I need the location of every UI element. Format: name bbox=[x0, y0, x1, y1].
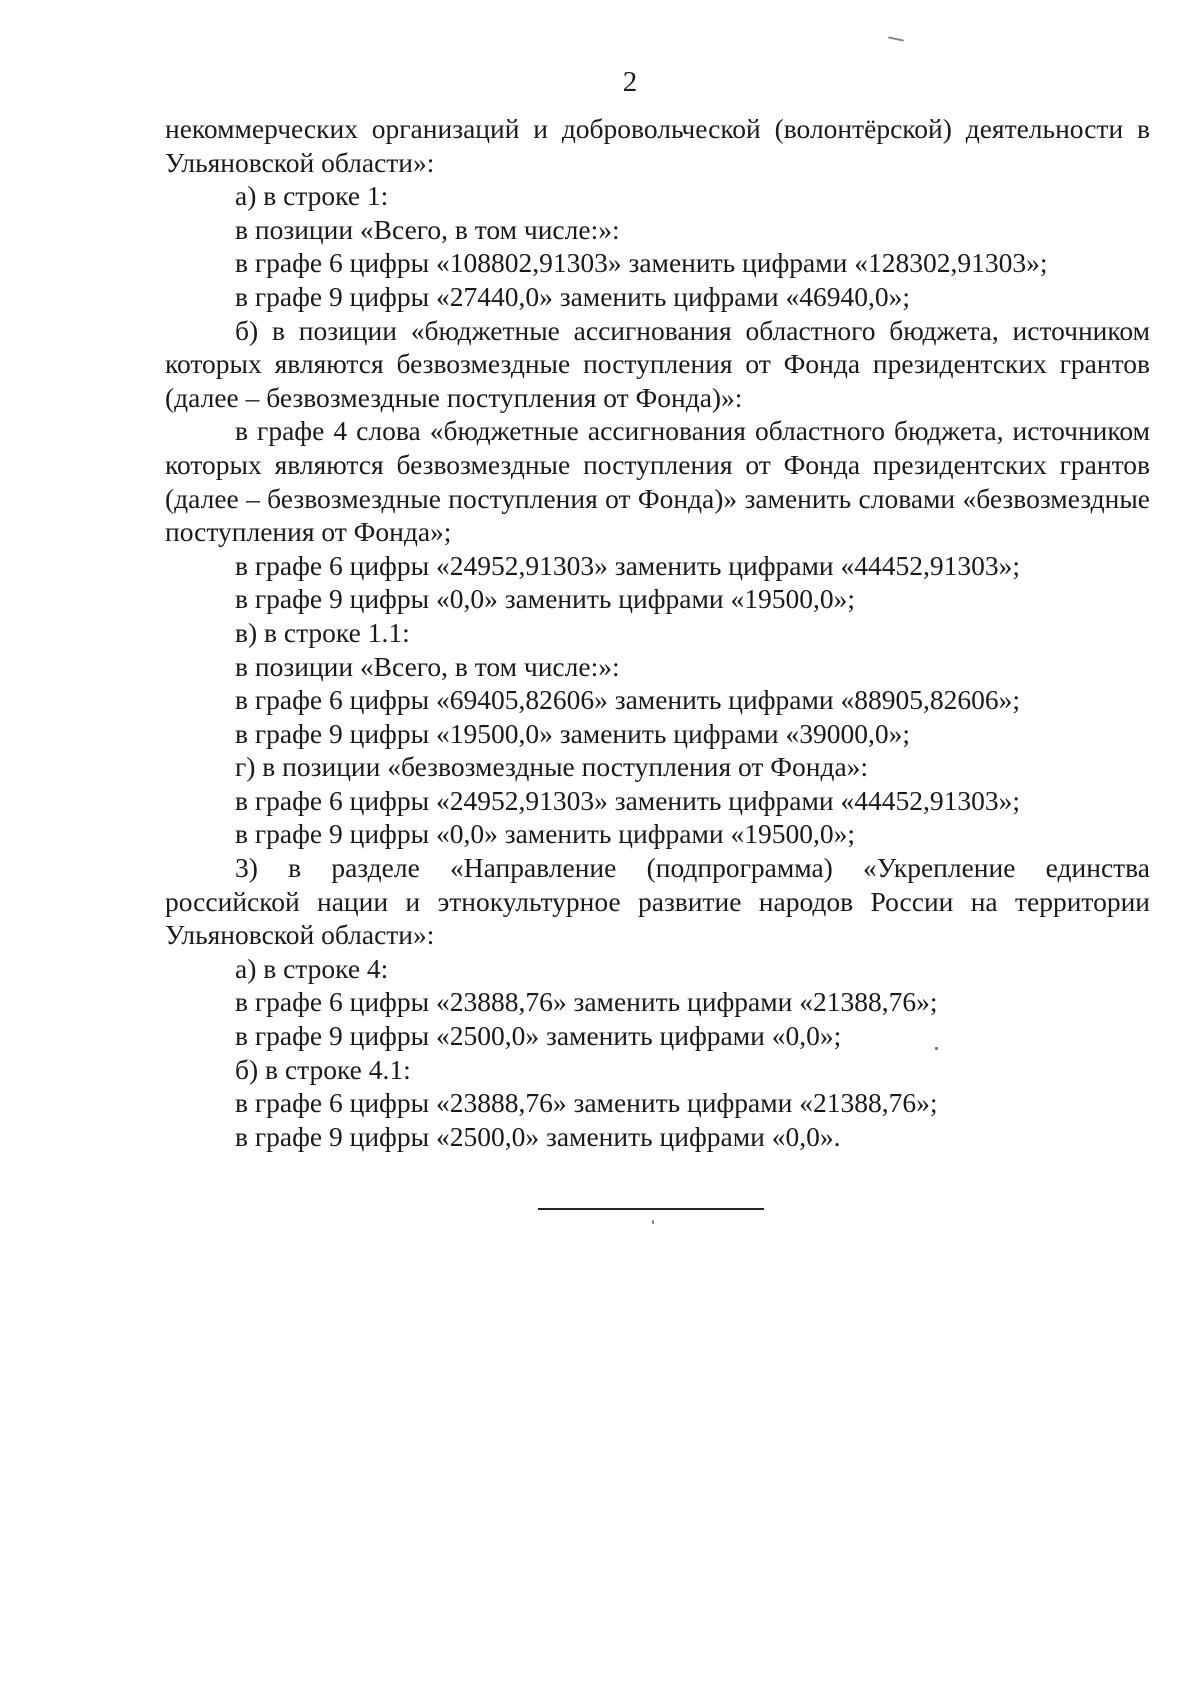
closing-rule bbox=[538, 1208, 764, 1210]
document-paragraph: б) в позиции «бюджетные ассигнования областного бюджета, источником которых являются безвозмездные поступления от Фонда президентских грантов (далее – безвозмездные поступления от Фонда)»: bbox=[165, 314, 1150, 413]
document-paragraph: в графе 6 цифры «69405,82606» заменить цифрами «88905,82606»; bbox=[235, 684, 1020, 716]
document-body bbox=[165, 112, 1150, 1153]
document-paragraph: в графе 9 цифры «27440,0» заменить цифрами «46940,0»; bbox=[235, 280, 910, 312]
document-paragraph: в графе 9 цифры «2500,0» заменить цифрами «0,0»; bbox=[235, 1020, 842, 1052]
document-paragraph: в графе 6 цифры «24952,91303» заменить цифрами «44452,91303»; bbox=[235, 784, 1020, 816]
document-paragraph: в графе 6 цифры «108802,91303» заменить цифрами «128302,91303»; bbox=[235, 247, 1048, 279]
document-paragraph: в графе 4 слова «бюджетные ассигнования областного бюджета, источником которых являются безвозмездные поступления от Фонда президентских грантов (далее – безвозмездные поступления от Фонда)» заменить словами «безвозмездные поступления от Фонда»; bbox=[165, 415, 1150, 548]
document-paragraph: в графе 9 цифры «2500,0» заменить цифрами «0,0». bbox=[235, 1120, 841, 1152]
scan-mark bbox=[935, 1047, 938, 1050]
document-paragraph: в) в строке 1.1: bbox=[235, 616, 410, 648]
scan-mark bbox=[888, 36, 904, 41]
document-paragraph: г) в позиции «безвозмездные поступления от Фонда»: bbox=[235, 751, 869, 783]
document-paragraph: в графе 9 цифры «19500,0» заменить цифрами «39000,0»; bbox=[235, 717, 910, 749]
document-paragraph: в позиции «Всего, в том числе:»: bbox=[235, 213, 620, 245]
document-paragraph: в графе 6 цифры «23888,76» заменить цифрами «21388,76»; bbox=[235, 1087, 938, 1119]
document-paragraph: в позиции «Всего, в том числе:»: bbox=[235, 650, 620, 682]
scan-mark bbox=[652, 1220, 654, 1224]
document-paragraph: в графе 9 цифры «0,0» заменить цифрами «19500,0»; bbox=[235, 818, 855, 850]
document-paragraph: 3) в разделе «Направление (подпрограмма) «Укрепление единства российской нации и этнокультурное развитие народов России на территории Ульяновской области»: bbox=[165, 852, 1150, 951]
page-number: 2 bbox=[622, 66, 638, 98]
document-paragraph: в графе 6 цифры «23888,76» заменить цифрами «21388,76»; bbox=[235, 986, 938, 1018]
document-paragraph: некоммерческих организаций и добровольческой (волонтёрской) деятельности в Ульяновской области»: bbox=[165, 113, 1150, 178]
document-paragraph: в графе 9 цифры «0,0» заменить цифрами «19500,0»; bbox=[235, 583, 855, 615]
document-paragraph: в графе 6 цифры «24952,91303» заменить цифрами «44452,91303»; bbox=[235, 549, 1020, 581]
document-paragraph: а) в строке 1: bbox=[235, 180, 389, 212]
document-paragraph: а) в строке 4: bbox=[235, 952, 389, 984]
document-paragraph: б) в строке 4.1: bbox=[235, 1053, 411, 1085]
